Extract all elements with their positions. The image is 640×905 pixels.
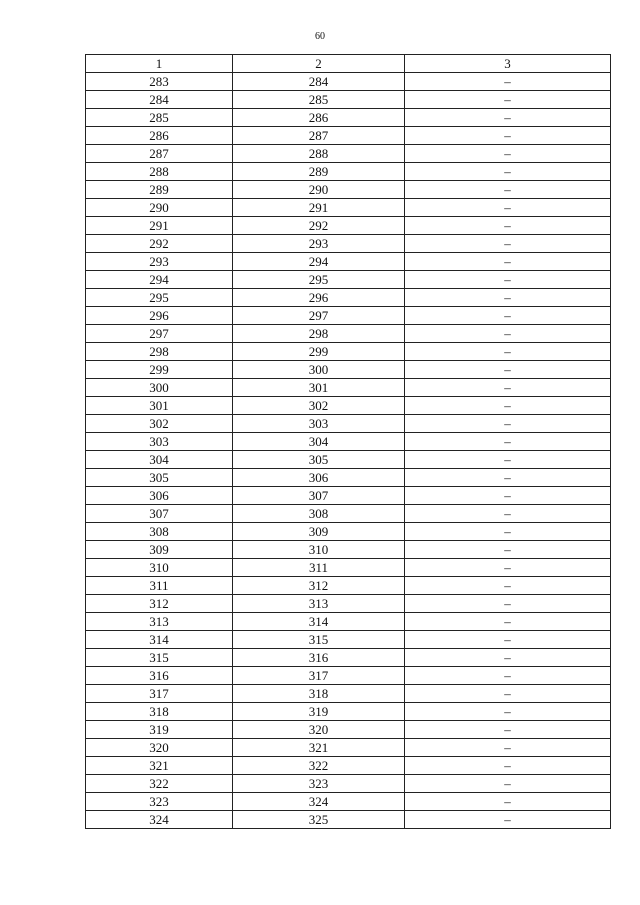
table-row	[86, 163, 611, 181]
table-cell-col-1: 321	[86, 757, 233, 775]
table-cell-col-2: 320	[233, 721, 405, 739]
table-row	[86, 469, 611, 487]
table-cell-col-2: 314	[233, 613, 405, 631]
table-cell-col-1: 318	[86, 703, 233, 721]
table-cell-col-3: –	[405, 631, 611, 649]
table-cell-col-2: 313	[233, 595, 405, 613]
table-row	[86, 325, 611, 343]
table-cell-col-2: 315	[233, 631, 405, 649]
page-number: 60	[315, 31, 325, 42]
table-cell-col-3: –	[405, 793, 611, 811]
table-cell-col-2: 296	[233, 289, 405, 307]
table-row	[86, 289, 611, 307]
table-cell-col-3: –	[405, 433, 611, 451]
table-cell-col-3: –	[405, 397, 611, 415]
table-cell-col-2: 294	[233, 253, 405, 271]
table-cell-col-3: –	[405, 703, 611, 721]
table-cell-col-3: –	[405, 541, 611, 559]
table-cell-col-2: 284	[233, 73, 405, 91]
table-cell-col-2: 286	[233, 109, 405, 127]
table-row	[86, 721, 611, 739]
table-cell-col-3: –	[405, 667, 611, 685]
table-cell-col-2: 319	[233, 703, 405, 721]
table-row	[86, 685, 611, 703]
table-cell-col-2: 302	[233, 397, 405, 415]
table-cell-col-2: 323	[233, 775, 405, 793]
table-cell-col-3: –	[405, 163, 611, 181]
table-row	[86, 703, 611, 721]
data-table	[85, 54, 611, 829]
table-cell-col-3: –	[405, 577, 611, 595]
table-cell-col-3: –	[405, 739, 611, 757]
table-row	[86, 109, 611, 127]
table-cell-col-3: –	[405, 649, 611, 667]
table-row	[86, 541, 611, 559]
table-cell-col-1: 296	[86, 307, 233, 325]
table-cell-col-1: 309	[86, 541, 233, 559]
table-cell-col-1: 293	[86, 253, 233, 271]
table-cell-col-2: 322	[233, 757, 405, 775]
table-cell-col-3: –	[405, 523, 611, 541]
table-cell-col-3: –	[405, 487, 611, 505]
table-cell-col-1: 319	[86, 721, 233, 739]
table-cell-col-2: 325	[233, 811, 405, 829]
table-cell-col-2: 310	[233, 541, 405, 559]
table-row	[86, 595, 611, 613]
table-cell-col-3: –	[405, 559, 611, 577]
table-cell-col-1: 315	[86, 649, 233, 667]
table-cell-col-1: 299	[86, 361, 233, 379]
table-cell-col-2: 301	[233, 379, 405, 397]
table-cell-col-3: –	[405, 775, 611, 793]
table-cell-col-2: 307	[233, 487, 405, 505]
table-cell-col-2: 305	[233, 451, 405, 469]
table-cell-col-2: 290	[233, 181, 405, 199]
table-cell-col-3: –	[405, 253, 611, 271]
table-row	[86, 397, 611, 415]
table-row	[86, 181, 611, 199]
table-cell-col-1: 313	[86, 613, 233, 631]
table-cell-col-2: 300	[233, 361, 405, 379]
table-row	[86, 253, 611, 271]
table-row	[86, 631, 611, 649]
table-cell-col-3: –	[405, 595, 611, 613]
table-cell-col-1: 290	[86, 199, 233, 217]
table-cell-col-1: 320	[86, 739, 233, 757]
table-cell-col-2: 299	[233, 343, 405, 361]
table-cell-col-2: 316	[233, 649, 405, 667]
table-cell-col-1: 286	[86, 127, 233, 145]
table-cell-col-2: 289	[233, 163, 405, 181]
table-cell-col-3: –	[405, 127, 611, 145]
table-row	[86, 433, 611, 451]
table-cell-col-1: 310	[86, 559, 233, 577]
table-row	[86, 505, 611, 523]
table-cell-col-3: –	[405, 145, 611, 163]
table-cell-col-2: 321	[233, 739, 405, 757]
table-cell-col-2: 318	[233, 685, 405, 703]
table-cell-col-3: –	[405, 451, 611, 469]
table-cell-col-3: –	[405, 721, 611, 739]
table-row	[86, 523, 611, 541]
table-row	[86, 91, 611, 109]
table-cell-col-1: 308	[86, 523, 233, 541]
table-cell-col-3: –	[405, 271, 611, 289]
column-header-2: 2	[233, 55, 405, 73]
table-row	[86, 613, 611, 631]
table-cell-col-1: 303	[86, 433, 233, 451]
table-cell-col-3: –	[405, 289, 611, 307]
table-cell-col-1: 291	[86, 217, 233, 235]
table-cell-col-1: 295	[86, 289, 233, 307]
table-cell-col-2: 312	[233, 577, 405, 595]
table-cell-col-2: 311	[233, 559, 405, 577]
table-row	[86, 487, 611, 505]
table-cell-col-2: 317	[233, 667, 405, 685]
table-cell-col-2: 295	[233, 271, 405, 289]
header-row	[86, 55, 611, 73]
table-row	[86, 145, 611, 163]
table-cell-col-2: 292	[233, 217, 405, 235]
table-cell-col-2: 288	[233, 145, 405, 163]
table-row	[86, 559, 611, 577]
column-header-1: 1	[86, 55, 233, 73]
table-cell-col-2: 285	[233, 91, 405, 109]
table-cell-col-2: 324	[233, 793, 405, 811]
table-cell-col-1: 305	[86, 469, 233, 487]
table-cell-col-3: –	[405, 811, 611, 829]
table-cell-col-1: 300	[86, 379, 233, 397]
table-row	[86, 757, 611, 775]
table-cell-col-2: 309	[233, 523, 405, 541]
table-cell-col-3: –	[405, 235, 611, 253]
table-cell-col-3: –	[405, 91, 611, 109]
table-cell-col-3: –	[405, 343, 611, 361]
table-cell-col-2: 303	[233, 415, 405, 433]
table-row	[86, 199, 611, 217]
table-row	[86, 811, 611, 829]
table-row	[86, 451, 611, 469]
table-cell-col-3: –	[405, 307, 611, 325]
table-cell-col-2: 298	[233, 325, 405, 343]
table-cell-col-1: 289	[86, 181, 233, 199]
table-cell-col-2: 308	[233, 505, 405, 523]
table-row	[86, 649, 611, 667]
column-header-3: 3	[405, 55, 611, 73]
table-cell-col-2: 287	[233, 127, 405, 145]
table-row	[86, 235, 611, 253]
table-cell-col-1: 302	[86, 415, 233, 433]
table-cell-col-1: 314	[86, 631, 233, 649]
table-row	[86, 739, 611, 757]
table-cell-col-1: 322	[86, 775, 233, 793]
table-cell-col-1: 311	[86, 577, 233, 595]
table-cell-col-3: –	[405, 469, 611, 487]
table-row	[86, 577, 611, 595]
table-cell-col-1: 312	[86, 595, 233, 613]
table-row	[86, 343, 611, 361]
table-row	[86, 793, 611, 811]
table-row	[86, 127, 611, 145]
table-cell-col-3: –	[405, 757, 611, 775]
table-cell-col-2: 293	[233, 235, 405, 253]
table-cell-col-1: 317	[86, 685, 233, 703]
table-body	[86, 73, 611, 829]
table-cell-col-1: 307	[86, 505, 233, 523]
table-row	[86, 307, 611, 325]
table-cell-col-1: 301	[86, 397, 233, 415]
table-cell-col-3: –	[405, 217, 611, 235]
table-row	[86, 73, 611, 91]
table-row	[86, 415, 611, 433]
table-cell-col-1: 287	[86, 145, 233, 163]
table-row	[86, 379, 611, 397]
table-cell-col-2: 304	[233, 433, 405, 451]
table-cell-col-1: 284	[86, 91, 233, 109]
table-cell-col-3: –	[405, 181, 611, 199]
table-row	[86, 361, 611, 379]
table-cell-col-1: 323	[86, 793, 233, 811]
table-cell-col-2: 297	[233, 307, 405, 325]
table-cell-col-1: 297	[86, 325, 233, 343]
table-row	[86, 271, 611, 289]
table-cell-col-1: 304	[86, 451, 233, 469]
table-row	[86, 775, 611, 793]
table-cell-col-3: –	[405, 415, 611, 433]
table-cell-col-3: –	[405, 109, 611, 127]
table-cell-col-3: –	[405, 73, 611, 91]
table-cell-col-3: –	[405, 199, 611, 217]
table-cell-col-3: –	[405, 361, 611, 379]
table-cell-col-1: 292	[86, 235, 233, 253]
table-cell-col-1: 298	[86, 343, 233, 361]
table-cell-col-2: 306	[233, 469, 405, 487]
table-row	[86, 667, 611, 685]
table-cell-col-2: 291	[233, 199, 405, 217]
table-cell-col-1: 306	[86, 487, 233, 505]
table-cell-col-1: 283	[86, 73, 233, 91]
table-cell-col-1: 288	[86, 163, 233, 181]
table-cell-col-3: –	[405, 685, 611, 703]
table-cell-col-3: –	[405, 505, 611, 523]
table-cell-col-3: –	[405, 379, 611, 397]
table-cell-col-1: 316	[86, 667, 233, 685]
table-row	[86, 217, 611, 235]
table-cell-col-1: 285	[86, 109, 233, 127]
table-cell-col-1: 294	[86, 271, 233, 289]
table-header	[86, 55, 611, 73]
table-cell-col-1: 324	[86, 811, 233, 829]
table-cell-col-3: –	[405, 613, 611, 631]
table-cell-col-3: –	[405, 325, 611, 343]
